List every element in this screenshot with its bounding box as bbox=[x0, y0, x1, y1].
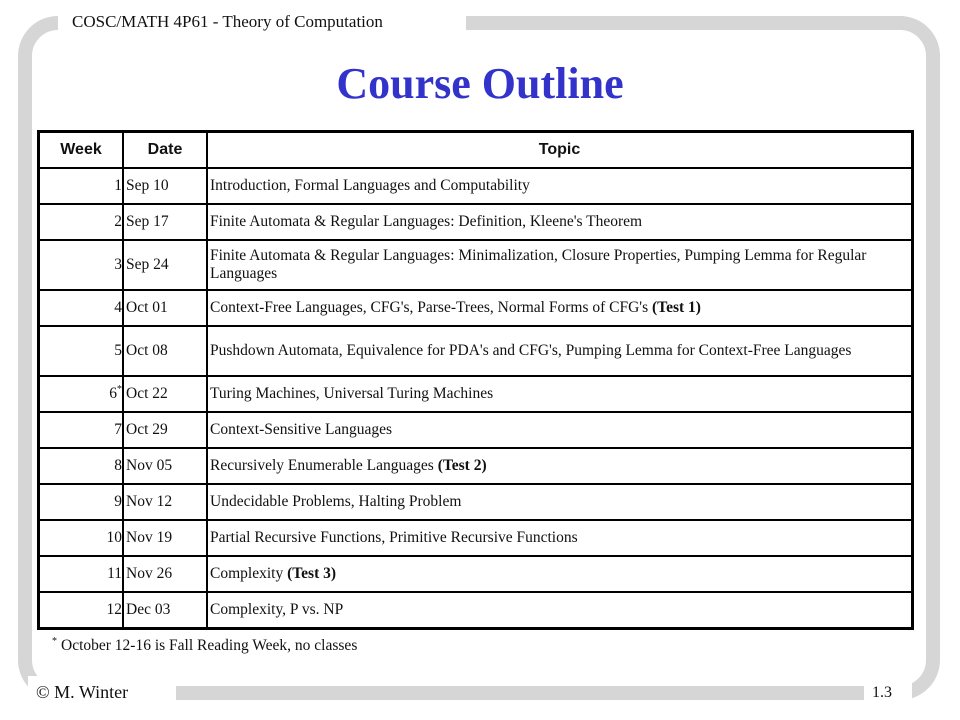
date-cell: Nov 19 bbox=[123, 520, 207, 556]
footer-author: © M. Winter bbox=[36, 682, 129, 702]
week-number: 10 bbox=[106, 529, 122, 547]
topic-cell bbox=[207, 240, 913, 290]
week-cell bbox=[39, 376, 124, 412]
footnote bbox=[52, 636, 357, 655]
date-cell: Oct 01 bbox=[123, 290, 207, 326]
date-cell: Oct 08 bbox=[123, 326, 207, 376]
table-row bbox=[39, 412, 913, 448]
topic-text: Complexity bbox=[210, 565, 284, 582]
week-cell bbox=[39, 520, 124, 556]
table-row bbox=[39, 240, 913, 290]
week-cell bbox=[39, 412, 124, 448]
course-header: COSC/MATH 4P61 - Theory of Computation bbox=[72, 12, 383, 31]
date-cell: Nov 12 bbox=[123, 484, 207, 520]
table-header-row bbox=[39, 132, 913, 169]
column-header-week: Week bbox=[39, 132, 124, 169]
topic-text: Partial Recursive Functions, Primitive Recursive Functions bbox=[210, 529, 578, 546]
date-cell: Oct 29 bbox=[123, 412, 207, 448]
week-number: 8 bbox=[114, 457, 122, 475]
week-cell bbox=[39, 556, 124, 592]
week-marker: * bbox=[117, 384, 122, 396]
topic-text: Complexity, P vs. NP bbox=[210, 601, 344, 618]
week-number: 2 bbox=[114, 213, 122, 231]
topic-text: Context-Sensitive Languages bbox=[210, 421, 393, 438]
table-row bbox=[39, 290, 913, 326]
week-number: 11 bbox=[107, 565, 122, 583]
footnote-text: October 12-16 is Fall Reading Week, no classes bbox=[61, 637, 358, 655]
topic-text: Finite Automata & Regular Languages: Definition, Kleene's Theorem bbox=[210, 213, 643, 230]
table-row bbox=[39, 556, 913, 592]
topic-cell bbox=[207, 376, 913, 412]
topic-text: Introduction, Formal Languages and Computability bbox=[210, 177, 530, 194]
topic-text: Pushdown Automata, Equivalence for PDA's and CFG's, Pumping Lemma for Context-Free Languages bbox=[210, 342, 852, 359]
topic-cell bbox=[207, 448, 913, 484]
table-row bbox=[39, 168, 913, 204]
topic-cell bbox=[207, 592, 913, 629]
course-outline-table bbox=[37, 130, 914, 630]
week-cell bbox=[39, 168, 124, 204]
date-cell: Sep 24 bbox=[123, 240, 207, 290]
topic-text: Turing Machines, Universal Turing Machines bbox=[210, 385, 494, 402]
topic-cell bbox=[207, 556, 913, 592]
week-number: 6 bbox=[109, 385, 117, 403]
slide-title: Course Outline bbox=[336, 59, 624, 108]
topic-text: Undecidable Problems, Halting Problem bbox=[210, 493, 462, 510]
column-header-topic: Topic bbox=[207, 132, 913, 169]
week-number: 12 bbox=[106, 601, 122, 619]
week-cell bbox=[39, 484, 124, 520]
test-label: (Test 2) bbox=[437, 457, 487, 474]
table-row bbox=[39, 376, 913, 412]
test-label: (Test 1) bbox=[652, 299, 701, 316]
week-number: 9 bbox=[114, 493, 122, 511]
date-cell: Nov 05 bbox=[123, 448, 207, 484]
table-row bbox=[39, 520, 913, 556]
week-cell bbox=[39, 290, 124, 326]
table-row bbox=[39, 448, 913, 484]
date-cell: Nov 26 bbox=[123, 556, 207, 592]
week-cell bbox=[39, 204, 124, 240]
topic-cell bbox=[207, 412, 913, 448]
table-row bbox=[39, 592, 913, 629]
topic-cell bbox=[207, 168, 913, 204]
topic-cell bbox=[207, 204, 913, 240]
topic-cell bbox=[207, 484, 913, 520]
footnote-marker: * bbox=[52, 636, 57, 647]
table-row bbox=[39, 484, 913, 520]
date-cell: Sep 17 bbox=[123, 204, 207, 240]
slide-number: 1.3 bbox=[872, 684, 892, 701]
date-cell: Sep 10 bbox=[123, 168, 207, 204]
topic-cell bbox=[207, 326, 913, 376]
week-cell bbox=[39, 448, 124, 484]
week-number: 4 bbox=[114, 299, 122, 317]
table-row bbox=[39, 204, 913, 240]
date-cell: Dec 03 bbox=[123, 592, 207, 629]
topic-cell bbox=[207, 290, 913, 326]
column-header-date: Date bbox=[123, 132, 207, 169]
topic-text: Context-Free Languages, CFG's, Parse-Trees, Normal Forms of CFG's bbox=[210, 299, 649, 316]
week-cell bbox=[39, 240, 124, 290]
test-label: (Test 3) bbox=[287, 565, 337, 582]
week-number: 3 bbox=[114, 256, 122, 274]
week-number: 1 bbox=[114, 177, 122, 195]
date-cell: Oct 22 bbox=[123, 376, 207, 412]
table-row bbox=[39, 326, 913, 376]
week-cell bbox=[39, 326, 124, 376]
topic-text: Finite Automata & Regular Languages: Minimalization, Closure Properties, Pumping Lemma for Regular Languages bbox=[210, 247, 867, 282]
week-number: 5 bbox=[114, 342, 122, 360]
week-number: 7 bbox=[114, 421, 122, 439]
week-cell bbox=[39, 592, 124, 629]
topic-cell bbox=[207, 520, 913, 556]
topic-text: Recursively Enumerable Languages bbox=[210, 457, 434, 474]
